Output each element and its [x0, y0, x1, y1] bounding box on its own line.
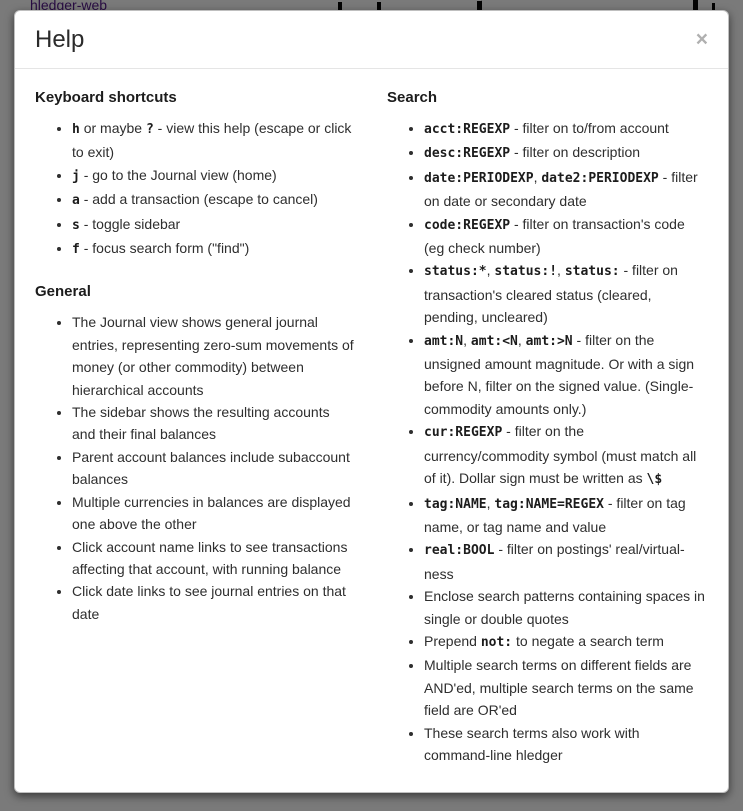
list-item: • code:REGEXP - filter on transaction's code (eg check number) [424, 213, 708, 260]
bullet-list [35, 117, 356, 261]
list-item: • a - add a transaction (escape to cancel) [72, 188, 356, 212]
code-term: date2:PERIODEXP [541, 170, 659, 186]
code-term: not: [480, 634, 513, 650]
code-term: f [72, 242, 80, 258]
help-modal [14, 10, 729, 793]
list-item: • acct:REGEXP - filter on to/from account [424, 117, 708, 141]
code-term: amt:<N [470, 333, 518, 349]
list-item: • desc:REGEXP - filter on description [424, 141, 708, 165]
code-term: status: [564, 264, 620, 280]
list-item: • Parent account balances include subaccount balances [72, 446, 356, 491]
code-term: ? [145, 122, 154, 137]
code-term: cur:REGEXP [424, 425, 503, 441]
code-term: amt:N [424, 333, 464, 349]
list-item: • The Journal view shows general journal entries, representing zero-sum movements of money (or other commodity) between hierarchical accounts [72, 311, 356, 401]
list-item: • Multiple currencies in balances are displayed one above the other [72, 491, 356, 536]
code-term: acct:REGEXP [424, 122, 511, 137]
list-item: • These search terms also work with command-line hledger [424, 722, 708, 767]
code-term: desc:REGEXP [424, 146, 511, 162]
list-item: • tag:NAME, tag:NAME=REGEX - filter on tag name, or tag name and value [424, 492, 708, 539]
code-term: a [72, 193, 80, 209]
bullet-list [35, 311, 356, 625]
code-term: date:PERIODEXP [424, 170, 534, 186]
close-icon[interactable]: × [690, 27, 714, 52]
list-item: • status:*, status:!, status: - filter on transaction's cleared status (cleared, pending, uncleared) [424, 259, 708, 328]
section-heading: General [35, 283, 91, 301]
left-column [35, 89, 356, 635]
code-term: status:! [494, 264, 558, 280]
list-item: • cur:REGEXP - filter on the currency/commodity symbol (must match all of it). Dollar sign must be written as \$ [424, 420, 708, 491]
list-item: • h or maybe ? - view this help (escape or click to exit) [72, 117, 356, 164]
list-item: • real:BOOL - filter on postings' real/virtual-ness [424, 538, 708, 585]
list-item: • Multiple search terms on different fields are AND'ed, multiple search terms on the same field are OR'ed [424, 654, 708, 721]
list-item: • amt:N, amt:<N, amt:>N - filter on the unsigned amount magnitude. Or with a sign before N, filter on the signed value. (Single-commodity amounts only.) [424, 329, 708, 421]
right-column [387, 89, 708, 776]
code-term: real:BOOL [424, 543, 495, 559]
code-term: code:REGEXP [424, 217, 511, 233]
code-term: h [72, 122, 80, 137]
section-heading: Search [387, 89, 438, 106]
code-term: j [72, 168, 80, 184]
list-item: • date:PERIODEXP, date2:PERIODEXP - filter on date or secondary date [424, 166, 708, 213]
list-item: • Enclose search patterns containing spaces in single or double quotes [424, 585, 708, 630]
list-item: • The sidebar shows the resulting accounts and their final balances [72, 401, 356, 446]
list-item: • Click account name links to see transactions affecting that account, with running balance [72, 536, 356, 581]
code-term: s [72, 217, 80, 233]
bullet-list [387, 117, 708, 766]
section-heading: Keyboard shortcuts [35, 89, 177, 106]
list-item: • s - toggle sidebar [72, 213, 356, 237]
code-term: tag:NAME=REGEX [494, 496, 604, 512]
modal-title: Help [35, 26, 85, 53]
list-item: • Click date links to see journal entries on that date [72, 580, 356, 625]
code-term: tag:NAME [424, 496, 487, 512]
list-item: • f - focus search form ("find") [72, 237, 356, 261]
modal-body [15, 69, 728, 793]
list-item: • j - go to the Journal view (home) [72, 164, 356, 188]
modal-header [15, 11, 728, 69]
code-term: \$ [646, 472, 663, 488]
code-term: amt:>N [525, 333, 573, 349]
code-term: status:* [424, 264, 487, 280]
list-item: • Prepend not: to negate a search term [424, 630, 708, 654]
